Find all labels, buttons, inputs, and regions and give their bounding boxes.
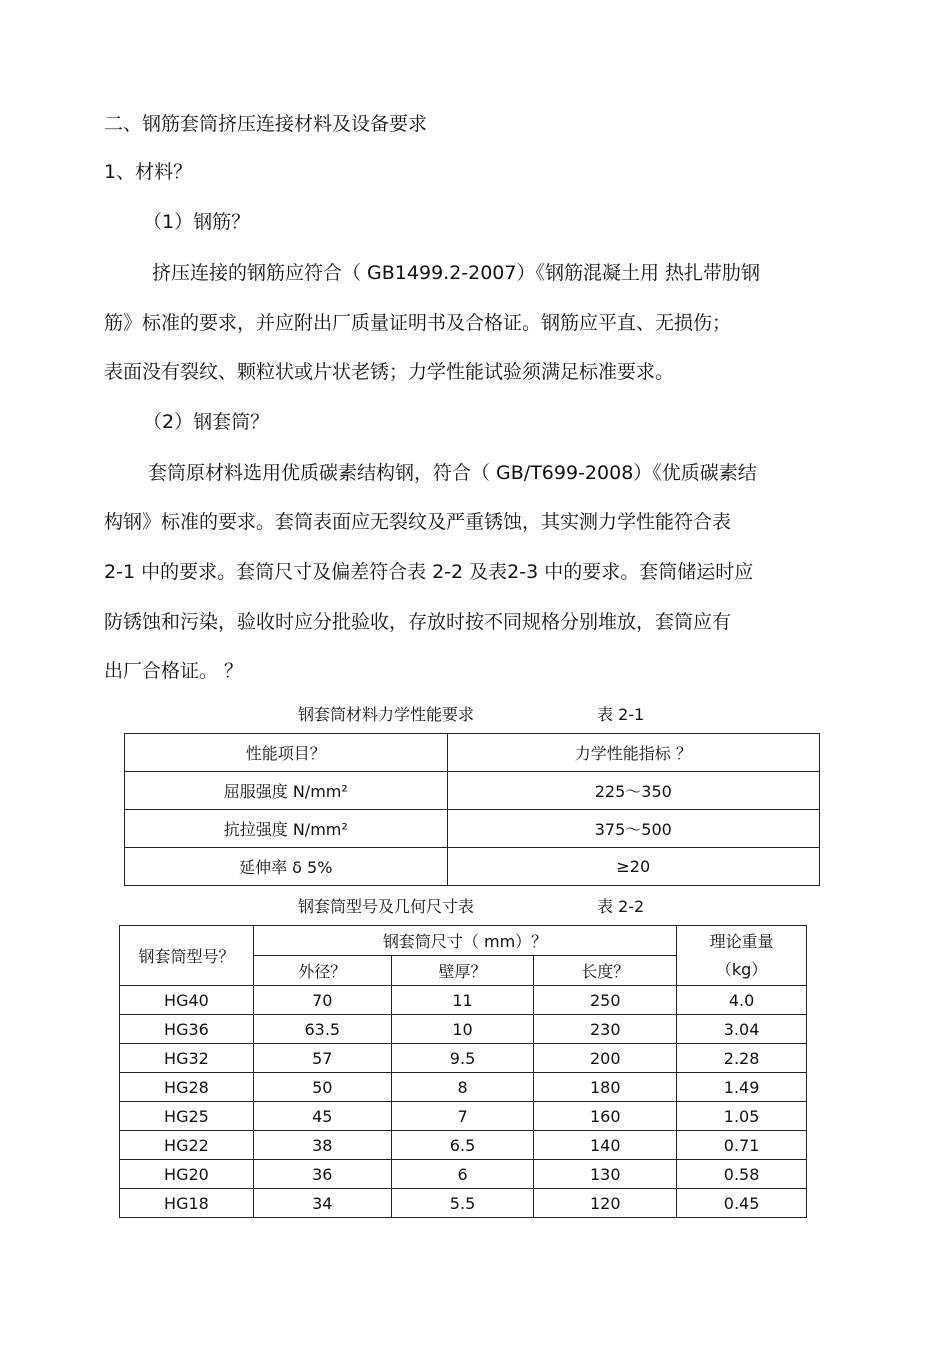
table-header-cell: 力学性能指标 ？: [447, 734, 819, 772]
sleeve-paragraph-line-1: 套筒原材料选用优质碳素结构钢，符合（ GB/T699-2008）《优质碳素结: [148, 462, 757, 484]
table-cell: 4.0: [677, 986, 807, 1015]
table-cell: HG22: [120, 1131, 254, 1160]
table-row: [125, 848, 820, 886]
table-cell: 2.28: [677, 1044, 807, 1073]
table-cell: 5.5: [391, 1189, 534, 1218]
table-row: [120, 1044, 807, 1073]
table-header-cell: 外径？: [253, 956, 391, 986]
weight-header-line-1: 理论重量: [709, 931, 774, 951]
table-row: [120, 1160, 807, 1189]
table-cell: 8: [391, 1073, 534, 1102]
table1-caption: 钢套筒材料力学性能要求: [298, 705, 475, 724]
table-cell: 抗拉强度 N/mm²: [125, 810, 448, 848]
table-header-cell: 壁厚？: [391, 956, 534, 986]
table-cell: ≥20: [447, 848, 819, 886]
table-cell: 6.5: [391, 1131, 534, 1160]
table-cell: 1.49: [677, 1073, 807, 1102]
table-cell: 180: [534, 1073, 677, 1102]
table-cell: HG18: [120, 1189, 254, 1218]
table-header-row: [120, 926, 807, 956]
table-cell: 0.58: [677, 1160, 807, 1189]
table-row: [120, 1015, 807, 1044]
rebar-paragraph-line-2: 筋》标准的要求，并应附出厂质量证明书及合格证。钢筋应平直、无损伤；: [104, 312, 732, 334]
table-header-cell-model: 钢套筒型号？: [120, 926, 254, 986]
table-cell: 375～500: [447, 810, 819, 848]
sleeve-paragraph-line-3: 2-1 中的要求。套筒尺寸及偏差符合表 2-2 及表2-3 中的要求。套筒储运时应: [104, 561, 754, 583]
table-cell: 120: [534, 1189, 677, 1218]
rebar-paragraph-line-1: 挤压连接的钢筋应符合（ GB1499.2-2007）《钢筋混凝土用 热扎带肋钢: [152, 262, 761, 284]
table-row: [120, 1102, 807, 1131]
table-header-cell: 长度？: [534, 956, 677, 986]
table-cell: 250: [534, 986, 677, 1015]
table-cell: HG20: [120, 1160, 254, 1189]
table-cell: 57: [253, 1044, 391, 1073]
table-cell: 0.71: [677, 1131, 807, 1160]
table-cell: 10: [391, 1015, 534, 1044]
table2-caption: 钢套筒型号及几何尺寸表: [298, 897, 475, 916]
table-cell: 0.45: [677, 1189, 807, 1218]
table-cell: 延伸率 δ 5%: [125, 848, 448, 886]
table-cell: 38: [253, 1131, 391, 1160]
table-cell: 屈服强度 N/mm²: [125, 772, 448, 810]
table-header-cell: 性能项目？: [125, 734, 448, 772]
table-cell: 200: [534, 1044, 677, 1073]
table-cell: HG25: [120, 1102, 254, 1131]
table-cell: 34: [253, 1189, 391, 1218]
table-row: [120, 986, 807, 1015]
table-cell: 50: [253, 1073, 391, 1102]
table-cell: 1.05: [677, 1102, 807, 1131]
table-sleeve-dimensions: [119, 925, 807, 1218]
section-title: 二、钢筋套筒挤压连接材料及设备要求: [104, 113, 428, 135]
table-row: [125, 772, 820, 810]
table2-number: 表 2-2: [597, 897, 645, 916]
table-cell: 230: [534, 1015, 677, 1044]
table-header-cell-weight: [677, 926, 807, 986]
table-cell: 7: [391, 1102, 534, 1131]
table-cell: 45: [253, 1102, 391, 1131]
sleeve-paragraph-line-4: 防锈蚀和污染，验收时应分批验收，存放时按不同规格分别堆放，套筒应有: [104, 611, 732, 633]
table-cell: 36: [253, 1160, 391, 1189]
table1-number: 表 2-1: [597, 705, 645, 724]
table-cell: HG32: [120, 1044, 254, 1073]
item-materials: 1、材料？: [104, 161, 193, 183]
table-cell: 225～350: [447, 772, 819, 810]
table-cell: 9.5: [391, 1044, 534, 1073]
sleeve-paragraph-line-5: 出厂合格证。 ？: [104, 660, 244, 682]
table-row: [120, 1131, 807, 1160]
table-row: [120, 1073, 807, 1102]
table-cell: 3.04: [677, 1015, 807, 1044]
table-cell: 11: [391, 986, 534, 1015]
table-cell: 130: [534, 1160, 677, 1189]
table-mechanical-properties: [124, 733, 820, 886]
table-cell: 70: [253, 986, 391, 1015]
table-cell: 160: [534, 1102, 677, 1131]
subsection-sleeve-title: （2）钢套筒？: [143, 411, 270, 433]
table-cell: 63.5: [253, 1015, 391, 1044]
rebar-paragraph-line-3: 表面没有裂纹、颗粒状或片状老锈；力学性能试验须满足标准要求。: [104, 361, 675, 383]
table-row: [120, 1189, 807, 1218]
weight-header-line-2: （kg）: [715, 959, 768, 979]
table-cell: HG36: [120, 1015, 254, 1044]
sleeve-paragraph-line-2: 构钢》标准的要求。套筒表面应无裂纹及严重锈蚀，其实测力学性能符合表: [104, 511, 732, 533]
table-row: [125, 810, 820, 848]
table-cell: 6: [391, 1160, 534, 1189]
table-header-cell-dimensions: 钢套筒尺寸（ mm）？: [253, 926, 676, 956]
subsection-rebar-title: （1）钢筋？: [143, 211, 251, 233]
table-header-row: [125, 734, 820, 772]
table-cell: 140: [534, 1131, 677, 1160]
table-cell: HG28: [120, 1073, 254, 1102]
table-cell: HG40: [120, 986, 254, 1015]
